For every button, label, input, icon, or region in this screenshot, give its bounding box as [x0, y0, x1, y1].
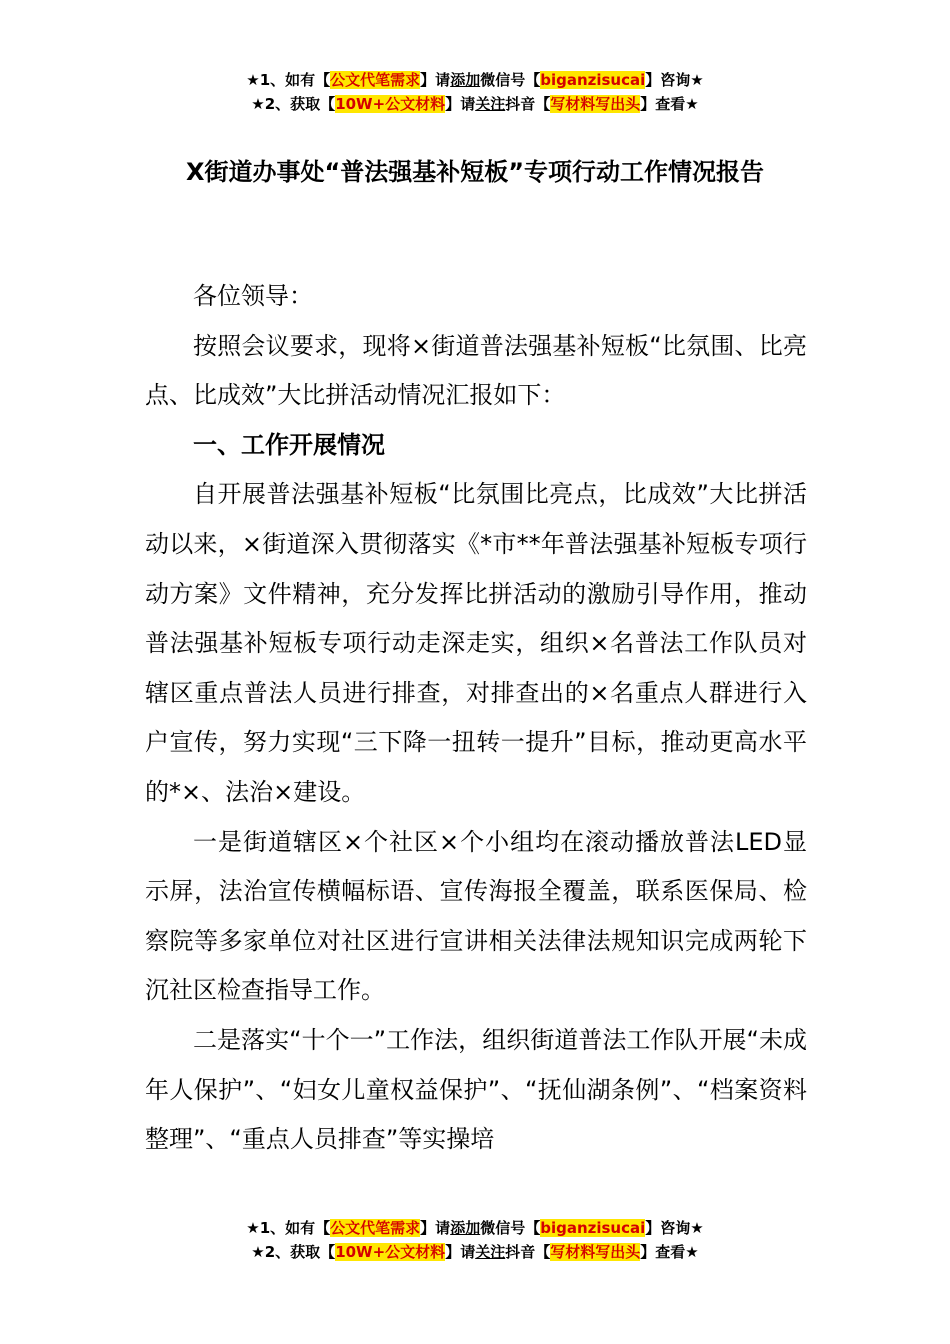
banner-text: 微信号【 — [480, 71, 541, 89]
paragraph: 一是街道辖区×个社区×个小组均在滚动播放普法LED显示屏，法治宣传横幅标语、宣传海报全覆盖，联系医保局、检察院等多家单位对社区进行宣讲相关法律法规知识完成两轮下沉社区检查指导工作。 — [145, 827, 807, 1005]
highlight-text: 10W+公文材料 — [335, 95, 446, 113]
banner-text: 】请 — [420, 71, 451, 89]
paragraph: 自开展普法强基补短板“比氛围比亮点，比成效”大比拼活动以来，×街道深入贯彻落实《*市**年普法强基补短板专项行动方案》文件精神，充分发挥比拼活动的激励引导作用，推动普法强基补短板专项行动走深走实，组织×名普法工作队员对辖区重点普法人员进行排查，对排查出的×名重点人群进行入户宣传，努力实现“三下降一扭转一提升”目标，推动更高水平的*×、法治×建设。 — [145, 480, 807, 806]
banner-text: 】咨询★ — [645, 1219, 704, 1237]
douyin-highlight: 写材料写出头 — [550, 95, 641, 113]
wechat-id-highlight: biganzisucai — [540, 1219, 646, 1237]
document-body — [145, 272, 807, 1165]
banner-text: ★1、如有【 — [246, 71, 331, 89]
banner-text: 】请 — [445, 1243, 476, 1261]
salutation: 各位领导： — [193, 282, 313, 310]
banner-line-1 — [0, 68, 950, 92]
banner-text: 】咨询★ — [645, 71, 704, 89]
paragraph: 二是落实“十个一”工作法，组织街道普法工作队开展“未成年人保护”、“妇女儿童权益保护”、“抚仙湖条例”、“档案资料整理”、“重点人员排查”等实操培 — [145, 1025, 807, 1154]
banner-text: ★2、获取【 — [251, 95, 336, 113]
section-heading: 一、工作开展情况 — [193, 430, 385, 459]
banner-text: 微信号【 — [480, 1219, 541, 1237]
banner-text: 】查看★ — [640, 95, 699, 113]
banner-line-2 — [0, 92, 950, 116]
highlight-text: 公文代笔需求 — [330, 1219, 421, 1237]
wechat-id-highlight: biganzisucai — [540, 71, 646, 89]
banner-text: 】查看★ — [640, 1243, 699, 1261]
banner-text: ★2、获取【 — [251, 1243, 336, 1261]
document-title: X街道办事处“普法强基补短板”专项行动工作情况报告 — [185, 158, 765, 186]
underlined-text: 添加 — [450, 1219, 481, 1237]
footer-banner — [0, 1216, 950, 1264]
underlined-text: 关注 — [475, 95, 506, 113]
underlined-text: 关注 — [475, 1243, 506, 1261]
banner-text: 】请 — [420, 1219, 451, 1237]
banner-text: 抖音【 — [505, 1243, 551, 1261]
banner-text: 抖音【 — [505, 95, 551, 113]
highlight-text: 10W+公文材料 — [335, 1243, 446, 1261]
underlined-text: 添加 — [450, 71, 481, 89]
banner-text: ★1、如有【 — [246, 1219, 331, 1237]
highlight-text: 公文代笔需求 — [330, 71, 421, 89]
banner-line-1 — [0, 1216, 950, 1240]
douyin-highlight: 写材料写出头 — [550, 1243, 641, 1261]
banner-line-2 — [0, 1240, 950, 1264]
banner-text: 】请 — [445, 95, 476, 113]
header-banner — [0, 68, 950, 116]
intro-paragraph: 按照会议要求，现将×街道普法强基补短板“比氛围、比亮点、比成效”大比拼活动情况汇报如下： — [145, 331, 807, 410]
